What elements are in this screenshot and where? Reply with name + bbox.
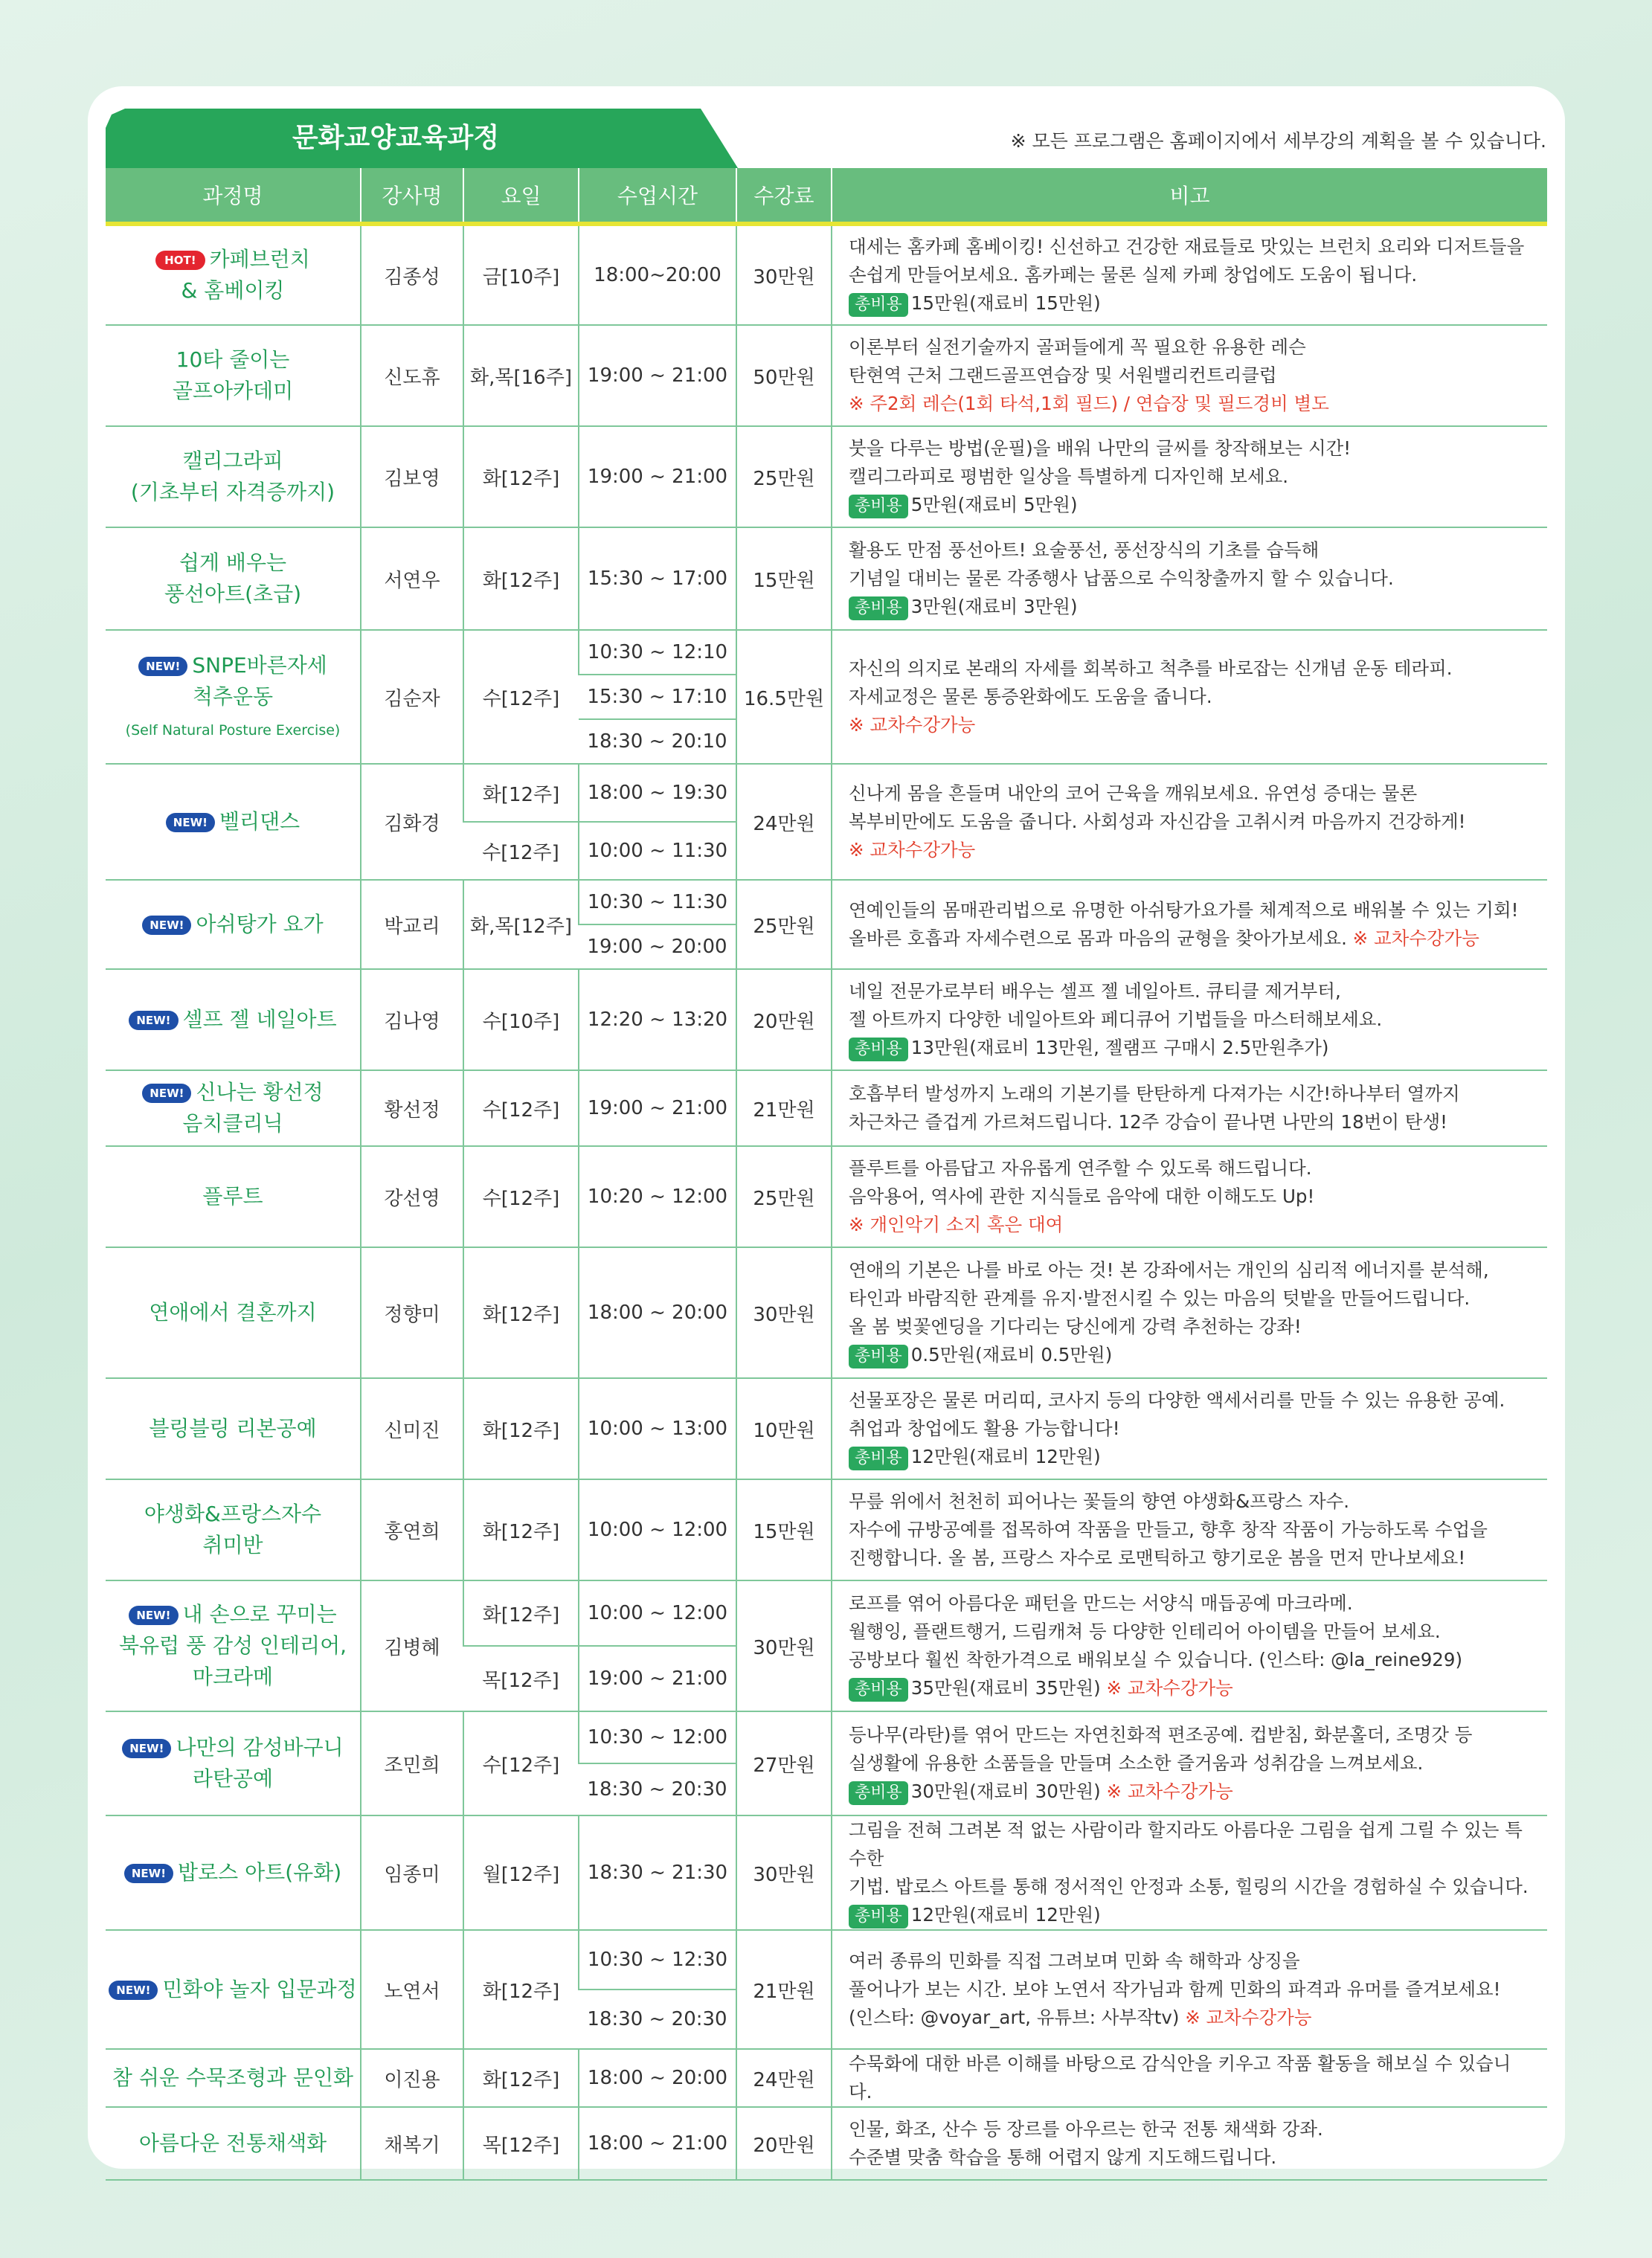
instructor-cell: 김화경 (361, 764, 463, 880)
note-line: 붓을 다루는 방법(운필)을 배워 나만의 글씨를 창작해보는 시간! (849, 437, 1352, 459)
day-cell: 수[12주] (463, 1711, 579, 1815)
table-row (106, 1146, 1547, 1247)
course-table (106, 168, 1547, 2181)
note-line: 이론부터 실전기술까지 골퍼들에게 꼭 필요한 유용한 레슨 (849, 336, 1306, 358)
time-cell: 10:00 ~ 12:00 (579, 1479, 736, 1580)
warning-text: ※ 교차수강가능 (1185, 2007, 1312, 2028)
course-name-cell (106, 764, 361, 880)
note-line: 실생활에 유용한 소품들을 만들며 소소한 즐거움과 성취감을 느껴보세요. (849, 1752, 1424, 1774)
course-name-cell (106, 1247, 361, 1378)
warning-text: ※ 교차수강가능 (1106, 1781, 1233, 1802)
course-name-cell (106, 1580, 361, 1711)
time-cell: 18:00 ~ 20:00 (579, 1247, 736, 1378)
table-row (106, 969, 1547, 1070)
time-cell: 18:30 ~ 20:30 (579, 1990, 736, 2049)
table-row (106, 764, 1547, 822)
column-header: 수업시간 (579, 168, 736, 224)
note-line: 타인과 바람직한 관계를 유지·발전시킬 수 있는 마음의 텃밭을 만들어드립니다. (849, 1287, 1471, 1309)
note-cell (832, 1247, 1547, 1378)
note-line: 월행잉, 플랜트행거, 드림캐쳐 등 다양한 인테리어 아이템을 만들어 보세요. (849, 1621, 1441, 1642)
hot-badge: HOT! (155, 251, 205, 270)
new-badge: NEW! (166, 813, 215, 832)
cost-badge: 총비용 (849, 1678, 908, 1702)
instructor-cell: 서연우 (361, 527, 463, 630)
table-row (106, 1479, 1547, 1580)
new-badge: NEW! (122, 1739, 171, 1758)
column-header: 수강료 (736, 168, 832, 224)
time-cell: 18:30 ~ 20:10 (579, 719, 736, 764)
new-badge: NEW! (129, 1606, 178, 1625)
note-line: 손쉽게 만들어보세요. 홈카페는 물론 실제 카페 창업에도 도움이 됩니다. (849, 264, 1418, 286)
cost-badge: 총비용 (849, 293, 908, 317)
course-name: 캘리그라피 (182, 448, 283, 473)
time-cell: 10:30 ~ 11:30 (579, 880, 736, 924)
new-badge: NEW! (124, 1864, 173, 1883)
course-name-cell (106, 969, 361, 1070)
time-cell: 19:00 ~ 20:00 (579, 924, 736, 969)
note-cell (832, 1711, 1547, 1815)
fee-cell: 20만원 (736, 2107, 832, 2180)
table-row (106, 1247, 1547, 1378)
new-badge: NEW! (142, 1084, 191, 1103)
note-line: 활용도 만점 풍선아트! 요술풍선, 풍선장식의 기초를 습득해 (849, 539, 1320, 561)
note-line: 로프를 엮어 아름다운 패턴을 만드는 서양식 매듭공예 마크라메. (849, 1592, 1353, 1614)
course-name: 아름다운 전통채색화 (138, 2131, 327, 2155)
course-name: 참 쉬운 수묵조형과 문인화 (112, 2065, 354, 2090)
note-cell (832, 1378, 1547, 1479)
day-cell: 수[10주] (463, 969, 579, 1070)
course-name-cell (106, 426, 361, 527)
day-cell: 화[12주] (463, 527, 579, 630)
time-cell: 15:30 ~ 17:00 (579, 527, 736, 630)
course-name-cell (106, 1378, 361, 1479)
cost-text: 0.5만원(재료비 0.5만원) (910, 1344, 1113, 1366)
note-cell (832, 224, 1547, 325)
new-badge: NEW! (129, 1011, 178, 1030)
note-line: 선물포장은 물론 머리띠, 코사지 등의 다양한 액세서리를 만들 수 있는 유용한 공예. (849, 1389, 1505, 1411)
cost-badge: 총비용 (849, 1345, 908, 1368)
note-line: 자수에 규방공예를 접목하여 작품을 만들고, 향후 창작 작품이 가능하도록 수업을 (849, 1519, 1488, 1540)
instructor-cell: 신도휴 (361, 325, 463, 426)
warning-text: ※ 주2회 레슨(1회 타석,1회 필드) / 연습장 및 필드경비 별도 (849, 393, 1329, 414)
note-cell (832, 426, 1547, 527)
course-name: 음치클리닉 (182, 1111, 283, 1136)
course-name: 밥로스 아트(유화) (178, 1860, 342, 1885)
time-cell: 10:30 ~ 12:00 (579, 1711, 736, 1763)
note-cell (832, 325, 1547, 426)
instructor-cell: 임종미 (361, 1815, 463, 1930)
course-name-cell (106, 325, 361, 426)
course-name: 신나는 황선정 (196, 1080, 324, 1104)
cost-text: 5만원(재료비 5만원) (910, 494, 1078, 515)
warning-text: ※ 개인악기 소지 혹은 대여 (849, 1214, 1064, 1235)
note-line: 수준별 맞춤 학습을 통해 어렵지 않게 지도해드립니다. (849, 2146, 1277, 2168)
course-name-cell (106, 630, 361, 764)
course-name: 아쉬탕가 요가 (196, 912, 324, 936)
day-cell: 화[12주] (463, 1930, 579, 2049)
course-name-cell (106, 527, 361, 630)
column-header: 요일 (463, 168, 579, 224)
time-cell: 18:00~20:00 (579, 224, 736, 325)
note-line: 취업과 창업에도 활용 가능합니다! (849, 1418, 1120, 1439)
time-cell: 19:00 ~ 21:00 (579, 426, 736, 527)
note-line: 수묵화에 대한 바른 이해를 바탕으로 감식안을 키우고 작품 활동을 해보실 수 있습니다. (849, 2053, 1511, 2103)
time-cell: 19:00 ~ 21:00 (579, 1646, 736, 1711)
note-cell (832, 1580, 1547, 1711)
course-name-cell (106, 1711, 361, 1815)
note-line: 등나무(라탄)를 엮어 만드는 자연친화적 편조공예. 컵받침, 화분홀더, 조명갓 등 (849, 1724, 1473, 1746)
note-line: 기법. 밥로스 아트를 통해 정서적인 안정과 소통, 힐링의 시간을 경험하실 수 있습니다. (849, 1876, 1529, 1897)
course-name: 10타 줄이는 (176, 347, 290, 372)
note-line: 음악용어, 역사에 관한 지식들로 음악에 대한 이해도도 Up! (849, 1186, 1315, 1207)
cost-text: 13만원(재료비 13만원, 젤램프 구매시 2.5만원추가) (910, 1037, 1329, 1058)
table-row (106, 1378, 1547, 1479)
cost-text: 12만원(재료비 12만원) (910, 1904, 1101, 1926)
course-name-cell (106, 1930, 361, 2049)
fee-cell: 25만원 (736, 880, 832, 969)
note-line: 그림을 전혀 그려본 적 없는 사람이라 할지라도 아름다운 그림을 쉽게 그릴 수 있는 특수한 (849, 1819, 1523, 1869)
course-name: (기초부터 자격증까지) (130, 480, 335, 504)
cost-text: 12만원(재료비 12만원) (910, 1446, 1101, 1467)
time-cell: 10:00 ~ 13:00 (579, 1378, 736, 1479)
course-name-cell (106, 880, 361, 969)
fee-cell: 15만원 (736, 527, 832, 630)
instructor-cell: 김나영 (361, 969, 463, 1070)
cost-badge: 총비용 (849, 1038, 908, 1061)
note-line: 자신의 의지로 본래의 자세를 회복하고 척추를 바로잡는 신개념 운동 테라피. (849, 657, 1453, 679)
note-line: 탄현역 근처 그랜드골프연습장 및 서원밸리컨트리클럽 (849, 364, 1277, 386)
course-name-cell (106, 1479, 361, 1580)
instructor-cell: 김병혜 (361, 1580, 463, 1711)
fee-cell: 16.5만원 (736, 630, 832, 764)
table-row (106, 630, 1547, 675)
table-row (106, 325, 1547, 426)
time-cell: 18:30 ~ 21:30 (579, 1815, 736, 1930)
course-name: 라탄공예 (192, 1766, 274, 1791)
note-line: 올 봄 벚꽃엔딩을 기다리는 당신에게 강력 추천하는 강좌! (849, 1316, 1302, 1337)
warning-text: ※ 교차수강가능 (849, 714, 976, 736)
warning-text: ※ 교차수강가능 (849, 839, 976, 861)
table-row (106, 224, 1547, 325)
note-cell (832, 2049, 1547, 2107)
time-cell: 18:00 ~ 19:30 (579, 764, 736, 822)
course-name-cell (106, 224, 361, 325)
cost-badge: 총비용 (849, 596, 908, 620)
note-cell (832, 1070, 1547, 1146)
course-name: 내 손으로 꾸미는 (182, 1602, 337, 1627)
instructor-cell: 박교리 (361, 880, 463, 969)
fee-cell: 24만원 (736, 764, 832, 880)
table-row (106, 1815, 1547, 1930)
day-cell: 화[12주] (463, 764, 579, 822)
course-name: 벨리댄스 (219, 809, 300, 834)
cost-badge: 총비용 (849, 1905, 908, 1929)
course-name: 블링블링 리본공예 (149, 1416, 317, 1441)
instructor-cell: 정향미 (361, 1247, 463, 1378)
table-body (106, 224, 1547, 2180)
cost-text: 35만원(재료비 35만원) (910, 1677, 1101, 1699)
course-name: SNPE바른자세 (192, 653, 327, 678)
note-line: (인스타: @voyar_art, 유튜브: 사부작tv) (849, 2007, 1180, 2028)
fee-cell: 24만원 (736, 2049, 832, 2107)
cost-badge: 총비용 (849, 1447, 908, 1470)
instructor-cell: 김종성 (361, 224, 463, 325)
table-header-row (106, 168, 1547, 224)
time-cell: 18:30 ~ 20:30 (579, 1763, 736, 1815)
time-cell: 12:20 ~ 13:20 (579, 969, 736, 1070)
day-cell: 금[10주] (463, 224, 579, 325)
day-cell: 화,목[12주] (463, 880, 579, 969)
course-name: 연애에서 결혼까지 (149, 1300, 317, 1325)
new-badge: NEW! (142, 916, 191, 935)
table-row (106, 527, 1547, 630)
note-line: 대세는 홈카페 홈베이킹! 신선하고 건강한 재료들로 맛있는 브런치 요리와 디저트들을 (849, 236, 1525, 257)
table-row (106, 1711, 1547, 1763)
table-row (106, 2049, 1547, 2107)
course-name: 풍선아트(초급) (164, 582, 302, 606)
cost-badge: 총비용 (849, 495, 908, 518)
fee-cell: 25만원 (736, 1146, 832, 1247)
day-cell: 수[12주] (463, 822, 579, 880)
instructor-cell: 이진용 (361, 2049, 463, 2107)
day-cell: 화[12주] (463, 426, 579, 527)
course-name-cell (106, 1070, 361, 1146)
day-cell: 목[12주] (463, 2107, 579, 2180)
time-cell: 10:30 ~ 12:10 (579, 630, 736, 675)
course-name-cell (106, 2107, 361, 2180)
time-cell: 10:20 ~ 12:00 (579, 1146, 736, 1247)
course-name: 야생화&프랑스자수 (144, 1502, 322, 1526)
note-cell (832, 969, 1547, 1070)
note-cell (832, 2107, 1547, 2180)
new-badge: NEW! (109, 1981, 158, 2000)
note-cell (832, 1146, 1547, 1247)
table-row (106, 426, 1547, 527)
note-line: 인물, 화조, 산수 등 장르를 아우르는 한국 전통 채색화 강좌. (849, 2118, 1323, 2140)
fee-cell: 15만원 (736, 1479, 832, 1580)
note-line: 기념일 대비는 물론 각종행사 납품으로 수익창출까지 할 수 있습니다. (849, 567, 1394, 589)
note-cell (832, 880, 1547, 969)
note-cell (832, 764, 1547, 880)
course-name-cell (106, 2049, 361, 2107)
fee-cell: 21만원 (736, 1930, 832, 2049)
day-cell: 화[12주] (463, 1247, 579, 1378)
column-header: 과정명 (106, 168, 361, 224)
note-line: 올바른 호흡과 자세수련으로 몸과 마음의 균형을 찾아가보세요. (849, 927, 1347, 949)
note-cell (832, 630, 1547, 764)
time-cell: 10:30 ~ 12:30 (579, 1930, 736, 1990)
course-name-cell (106, 1146, 361, 1247)
notice-text: ※ 모든 프로그램은 홈페이지에서 세부강의 계획을 볼 수 있습니다. (1010, 130, 1546, 152)
instructor-cell: 황선정 (361, 1070, 463, 1146)
day-cell: 수[12주] (463, 1146, 579, 1247)
note-line: 차근차근 즐겁게 가르쳐드립니다. 12주 강습이 끝나면 나만의 18번이 탄생! (849, 1111, 1447, 1133)
note-cell (832, 1930, 1547, 2049)
table-row (106, 2107, 1547, 2180)
warning-text: ※ 교차수강가능 (1352, 927, 1479, 949)
fee-cell: 21만원 (736, 1070, 832, 1146)
note-cell (832, 1479, 1547, 1580)
table-row (106, 1930, 1547, 1990)
table-row (106, 1070, 1547, 1146)
column-header: 강사명 (361, 168, 463, 224)
note-line: 복부비만에도 도움을 줍니다. 사회성과 자신감을 고취시켜 마음까지 건강하게! (849, 811, 1466, 832)
course-name: 카페브런치 (209, 247, 310, 271)
course-name: 취미반 (202, 1533, 263, 1557)
time-cell: 19:00 ~ 21:00 (579, 1070, 736, 1146)
note-line: 캘리그라피로 평범한 일상을 특별하게 디자인해 보세요. (849, 466, 1289, 487)
cost-text: 30만원(재료비 30만원) (910, 1781, 1101, 1802)
note-line: 연애의 기본은 나를 바로 아는 것! 본 강좌에서는 개인의 심리적 에너지를 분석해, (849, 1259, 1489, 1281)
cost-badge: 총비용 (849, 1781, 908, 1805)
course-name: 플루트 (202, 1184, 263, 1209)
note-cell (832, 1815, 1547, 1930)
table-row (106, 880, 1547, 924)
instructor-cell: 홍연희 (361, 1479, 463, 1580)
note-line: 무릎 위에서 천천히 피어나는 꽃들의 향연 야생화&프랑스 자수. (849, 1490, 1350, 1512)
note-line: 자세교정은 물론 통증완화에도 도움을 줍니다. (849, 686, 1212, 707)
note-line: 여러 종류의 민화를 직접 그려보며 민화 속 해학과 상징을 (849, 1950, 1300, 1972)
day-cell: 수[12주] (463, 1070, 579, 1146)
course-name: 척추운동 (192, 684, 274, 709)
fee-cell: 30만원 (736, 224, 832, 325)
fee-cell: 30만원 (736, 1580, 832, 1711)
cost-text: 3만원(재료비 3만원) (910, 596, 1078, 617)
note-line: 진행합니다. 올 봄, 프랑스 자수로 로맨틱하고 향기로운 봄을 먼저 만나보세요! (849, 1547, 1466, 1569)
day-cell: 화[12주] (463, 1580, 579, 1646)
time-cell: 19:00 ~ 21:00 (579, 325, 736, 426)
course-name-cell (106, 1815, 361, 1930)
instructor-cell: 채복기 (361, 2107, 463, 2180)
note-line: 공방보다 훨씬 착한가격으로 배워보실 수 있습니다. (인스타: @la_reine929) (849, 1649, 1463, 1670)
fee-cell: 10만원 (736, 1378, 832, 1479)
day-cell: 월[12주] (463, 1815, 579, 1930)
course-name: 골프아카데미 (172, 379, 294, 403)
course-subname: (Self Natural Posture Exercise) (125, 722, 341, 739)
course-name: 북유럽 풍 감성 인테리어, (118, 1633, 347, 1658)
time-cell: 15:30 ~ 17:10 (579, 675, 736, 719)
instructor-cell: 조민희 (361, 1711, 463, 1815)
day-cell: 화,목[16주] (463, 325, 579, 426)
day-cell: 목[12주] (463, 1646, 579, 1711)
course-name: 나만의 감성바구니 (176, 1735, 344, 1760)
column-header: 비고 (832, 168, 1547, 224)
course-name: 민화야 놀자 입문과정 (162, 1977, 357, 2001)
instructor-cell: 김보영 (361, 426, 463, 527)
course-name: 쉽게 배우는 (179, 550, 287, 575)
new-badge: NEW! (138, 657, 187, 676)
course-name: 마크라메 (192, 1664, 274, 1689)
fee-cell: 20만원 (736, 969, 832, 1070)
cost-text: 15만원(재료비 15만원) (910, 292, 1101, 314)
instructor-cell: 노연서 (361, 1930, 463, 2049)
time-cell: 18:00 ~ 21:00 (579, 2107, 736, 2180)
fee-cell: 25만원 (736, 426, 832, 527)
day-cell: 화[12주] (463, 1479, 579, 1580)
fee-cell: 50만원 (736, 325, 832, 426)
course-name: & 홈베이킹 (181, 278, 285, 303)
note-line: 신나게 몸을 흔들며 내안의 코어 근육을 깨워보세요. 유연성 증대는 물론 (849, 782, 1418, 804)
instructor-cell: 강선영 (361, 1146, 463, 1247)
fee-cell: 27만원 (736, 1711, 832, 1815)
note-line: 연예인들의 몸매관리법으로 유명한 아쉬탕가요가를 체계적으로 배워볼 수 있는 기회! (849, 899, 1519, 921)
fee-cell: 30만원 (736, 1815, 832, 1930)
instructor-cell: 김순자 (361, 630, 463, 764)
time-cell: 10:00 ~ 11:30 (579, 822, 736, 880)
note-line: 젤 아트까지 다양한 네일아트와 페디큐어 기법들을 마스터해보세요. (849, 1009, 1383, 1030)
fee-cell: 30만원 (736, 1247, 832, 1378)
day-cell: 화[12주] (463, 2049, 579, 2107)
table-row (106, 1580, 1547, 1646)
section-title: 문화교양교육과정 (292, 123, 500, 153)
instructor-cell: 신미진 (361, 1378, 463, 1479)
note-line: 플루트를 아름답고 자유롭게 연주할 수 있도록 해드립니다. (849, 1157, 1312, 1179)
note-line: 네일 전문가로부터 배우는 셀프 젤 네일아트. 큐티클 제거부터, (849, 980, 1341, 1002)
day-cell: 수[12주] (463, 630, 579, 764)
day-cell: 화[12주] (463, 1378, 579, 1479)
note-line: 호흡부터 발성까지 노래의 기본기를 탄탄하게 다져가는 시간!하나부터 열까지 (849, 1083, 1460, 1104)
time-cell: 18:00 ~ 20:00 (579, 2049, 736, 2107)
course-name: 셀프 젤 네일아트 (182, 1007, 337, 1032)
note-cell (832, 527, 1547, 630)
warning-text: ※ 교차수강가능 (1106, 1677, 1233, 1699)
note-line: 풀어나가 보는 시간. 보야 노연서 작가님과 함께 민화의 파격과 유머를 즐겨보세요! (849, 1978, 1501, 2000)
time-cell: 10:00 ~ 12:00 (579, 1580, 736, 1646)
